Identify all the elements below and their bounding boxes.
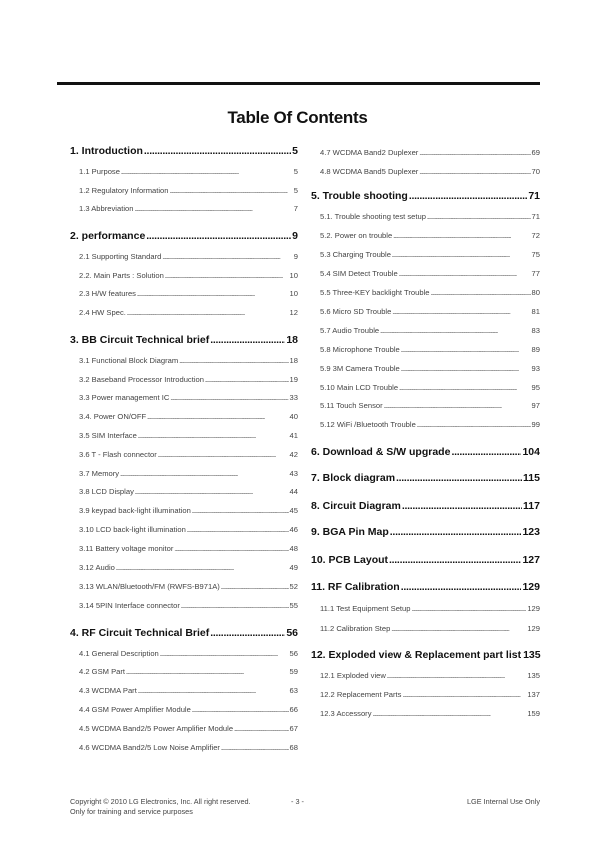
- toc-subsection-entry[interactable]: [311, 326, 540, 335]
- toc-subsection-entry[interactable]: [311, 401, 540, 410]
- toc-leader-dots: [387, 674, 526, 680]
- toc-entry-label: 5.11 Touch Sensor: [320, 401, 383, 410]
- toc-leader-dots: [393, 234, 530, 240]
- toc-entry-label: 4.6 WCDMA Band2/5 Low Noise Amplifier: [79, 743, 220, 752]
- toc-entry-page: 9: [293, 252, 298, 261]
- toc-entry-page: 97: [531, 401, 540, 410]
- toc-entry-page: 77: [531, 269, 540, 278]
- toc-leader-dots: [162, 255, 292, 261]
- toc-entry-page: 45: [289, 506, 298, 515]
- toc-entry-label: 5.7 Audio Trouble: [320, 326, 380, 335]
- toc-entry-page: 5: [292, 145, 298, 157]
- toc-section-entry[interactable]: [311, 472, 540, 484]
- toc-entry-page: 18: [289, 356, 298, 365]
- toc-subsection-entry[interactable]: [311, 383, 540, 392]
- toc-section-entry[interactable]: [311, 190, 540, 202]
- toc-leader-dots: [419, 151, 530, 157]
- toc-subsection-entry[interactable]: [70, 724, 298, 733]
- toc-section-entry[interactable]: [311, 526, 540, 538]
- toc-leader-dots: [170, 189, 293, 195]
- toc-leader-dots: [181, 604, 289, 610]
- toc-entry-label: 2.3 H/W features: [79, 289, 136, 298]
- toc-subsection-entry[interactable]: [70, 743, 298, 752]
- toc-leader-dots: [170, 396, 288, 402]
- toc-entry-page: 67: [289, 724, 298, 733]
- toc-subsection-entry[interactable]: [70, 649, 298, 658]
- toc-entry-label: 8. Circuit Diagram: [311, 500, 401, 512]
- toc-leader-dots: [121, 170, 293, 176]
- toc-leader-dots: [205, 378, 289, 384]
- toc-entry-label: 9. BGA Pin Map: [311, 526, 389, 538]
- toc-entry-page: 7: [293, 204, 298, 213]
- toc-entry-label: 12.3 Accessory: [320, 709, 372, 718]
- toc-entry-page: 10: [289, 271, 298, 280]
- toc-leader-dots: [411, 607, 526, 613]
- toc-entry-label: 5.9 3M Camera Trouble: [320, 364, 400, 373]
- toc-leader-dots: [402, 500, 522, 512]
- toc-entry-page: 12: [289, 308, 298, 317]
- toc-entry-page: 70: [531, 167, 540, 176]
- toc-leader-dots: [401, 367, 531, 373]
- toc-subsection-entry[interactable]: [311, 690, 540, 699]
- toc-leader-dots: [120, 472, 288, 478]
- toc-entry-label: 1.3 Abbreviation: [79, 204, 134, 213]
- toc-entry-label: 3.6 T - Flash connector: [79, 450, 157, 459]
- toc-entry-label: 4. RF Circuit Technical Brief: [70, 627, 210, 639]
- toc-leader-dots: [144, 145, 291, 157]
- toc-entry-page: 135: [523, 649, 541, 661]
- toc-subsection-entry[interactable]: [70, 450, 298, 459]
- toc-entry-label: 3.12 Audio: [79, 563, 115, 572]
- toc-entry-page: 83: [531, 326, 540, 335]
- page-title: Table Of Contents: [227, 108, 368, 127]
- toc-entry-label: 3.2 Baseband Processor Introduction: [79, 375, 204, 384]
- toc-subsection-entry[interactable]: [70, 375, 298, 384]
- toc-section-entry[interactable]: [311, 446, 540, 458]
- toc-entry-label: 4.3 WCDMA Part: [79, 686, 137, 695]
- toc-leader-dots: [396, 472, 522, 484]
- toc-entry-page: 5: [293, 167, 298, 176]
- toc-subsection-entry[interactable]: [311, 250, 540, 259]
- toc-leader-dots: [389, 554, 521, 566]
- toc-entry-label: 5.10 Main LCD Trouble: [320, 383, 399, 392]
- toc-leader-dots: [174, 547, 288, 553]
- toc-entry-page: 159: [527, 709, 540, 718]
- toc-entry-page: 42: [289, 450, 298, 459]
- toc-subsection-entry[interactable]: [311, 420, 540, 429]
- toc-leader-dots: [430, 291, 530, 297]
- toc-entry-page: 52: [289, 582, 298, 591]
- toc-subsection-entry[interactable]: [311, 231, 540, 240]
- toc-leader-dots: [390, 526, 522, 538]
- toc-entry-label: 5.2. Power on trouble: [320, 231, 393, 240]
- toc-section-entry[interactable]: [70, 627, 298, 639]
- toc-entry-label: 5.8 Microphone Trouble: [320, 345, 400, 354]
- footer-classification: LGE Internal Use Only: [466, 797, 540, 806]
- toc-entry-label: 11.1 Test Equipment Setup: [320, 604, 411, 613]
- toc-entry-label: 12.2 Replacement Parts: [320, 690, 402, 699]
- toc-leader-dots: [373, 712, 527, 718]
- toc-leader-dots: [187, 528, 289, 534]
- toc-subsection-entry[interactable]: [311, 148, 540, 157]
- toc-subsection-entry[interactable]: [70, 393, 298, 402]
- toc-leader-dots: [138, 689, 289, 695]
- toc-entry-label: 2.2. Main Parts : Solution: [79, 271, 164, 280]
- toc-leader-dots: [210, 627, 285, 639]
- toc-entry-page: 10: [289, 289, 298, 298]
- toc-entry-page: 68: [289, 743, 298, 752]
- toc-entry-page: 81: [531, 307, 540, 316]
- toc-entry-page: 115: [523, 472, 540, 484]
- toc-subsection-entry[interactable]: [311, 345, 540, 354]
- toc-entry-label: 1.2 Regulatory Information: [79, 186, 169, 195]
- top-rule: [57, 82, 540, 85]
- toc-subsection-entry[interactable]: [311, 364, 540, 373]
- toc-leader-dots: [399, 272, 531, 278]
- toc-entry-label: 2.1 Supporting Standard: [79, 252, 162, 261]
- toc-leader-dots: [427, 215, 531, 221]
- toc-leader-dots: [384, 404, 531, 410]
- toc-entry-label: 11.2 Calibration Step: [320, 624, 391, 633]
- toc-entry-label: 4.4 GSM Power Amplifier Module: [79, 705, 191, 714]
- toc-subsection-entry[interactable]: [70, 412, 298, 421]
- toc-subsection-entry[interactable]: [70, 686, 298, 695]
- toc-entry-page: 46: [289, 525, 298, 534]
- toc-subsection-entry[interactable]: [70, 252, 298, 261]
- toc-entry-label: 1.1 Purpose: [79, 167, 120, 176]
- toc-entry-label: 3.5 SIM Interface: [79, 431, 137, 440]
- toc-entry-page: 33: [289, 393, 298, 402]
- toc-entry-page: 9: [292, 230, 298, 242]
- toc-entry-label: 4.2 GSM Part: [79, 667, 126, 676]
- toc-subsection-entry[interactable]: [70, 506, 298, 515]
- toc-entry-label: 3.1 Functional Block Diagram: [79, 356, 179, 365]
- toc-subsection-entry[interactable]: [70, 167, 298, 176]
- toc-leader-dots: [409, 190, 527, 202]
- toc-entry-label: 2. performance: [70, 230, 146, 242]
- toc-entry-page: 56: [289, 649, 298, 658]
- toc-leader-dots: [210, 334, 285, 346]
- toc-entry-label: 12. Exploded view & Replacement part list: [311, 649, 522, 661]
- toc-entry-page: 75: [531, 250, 540, 259]
- toc-entry-label: 4.5 WCDMA Band2/5 Power Amplifier Module: [79, 724, 234, 733]
- toc-section-entry[interactable]: [311, 649, 540, 661]
- toc-leader-dots: [399, 386, 530, 392]
- toc-leader-dots: [392, 253, 531, 259]
- toc-entry-label: 3.7 Memory: [79, 469, 120, 478]
- toc-entry-page: 95: [531, 383, 540, 392]
- toc-leader-dots: [165, 274, 289, 280]
- toc-subsection-entry[interactable]: [70, 582, 298, 591]
- toc-leader-dots: [234, 727, 288, 733]
- toc-entry-label: 7. Block diagram: [311, 472, 396, 484]
- toc-entry-page: 40: [289, 412, 298, 421]
- toc-leader-dots: [192, 509, 289, 515]
- toc-entry-page: 72: [531, 231, 540, 240]
- toc-leader-dots: [179, 359, 288, 365]
- toc-entry-page: 137: [527, 690, 540, 699]
- toc-leader-dots: [135, 490, 289, 496]
- toc-leader-dots: [419, 170, 530, 176]
- toc-entry-page: 55: [289, 601, 298, 610]
- toc-entry-label: 3.13 WLAN/Bluetooth/FM (RWFS-B971A): [79, 582, 220, 591]
- toc-entry-label: 4.1 General Description: [79, 649, 159, 658]
- toc-entry-label: 3.4. Power ON/OFF: [79, 412, 147, 421]
- toc-subsection-entry[interactable]: [311, 269, 540, 278]
- toc-leader-dots: [401, 348, 531, 354]
- toc-subsection-entry[interactable]: [70, 544, 298, 553]
- toc-entry-label: 5. Trouble shooting: [311, 190, 408, 202]
- toc-leader-dots: [417, 423, 531, 429]
- toc-entry-page: 66: [289, 705, 298, 714]
- toc-subsection-entry[interactable]: [70, 186, 298, 195]
- toc-entry-label: 5.3 Charging Trouble: [320, 250, 391, 259]
- toc-subsection-entry[interactable]: [311, 167, 540, 176]
- toc-subsection-entry[interactable]: [70, 308, 298, 317]
- toc-subsection-entry[interactable]: [311, 307, 540, 316]
- toc-entry-page: 18: [286, 334, 298, 346]
- toc-leader-dots: [401, 581, 522, 593]
- toc-leader-dots: [380, 329, 530, 335]
- toc-entry-label: 3.3 Power management IC: [79, 393, 170, 402]
- toc-entry-page: 56: [286, 627, 298, 639]
- toc-section-entry[interactable]: [311, 554, 540, 566]
- toc-subsection-entry[interactable]: [311, 624, 540, 633]
- toc-subsection-entry[interactable]: [70, 431, 298, 440]
- toc-leader-dots: [158, 453, 289, 459]
- toc-entry-label: 3.9 keypad back-light illumination: [79, 506, 191, 515]
- toc-entry-label: 3.8 LCD Display: [79, 487, 134, 496]
- toc-leader-dots: [221, 746, 289, 752]
- toc-leader-dots: [221, 585, 289, 591]
- toc-entry-page: 129: [522, 581, 540, 593]
- toc-subsection-entry[interactable]: [311, 604, 540, 613]
- toc-subsection-entry[interactable]: [70, 563, 298, 572]
- footer-copyright: Copyright © 2010 LG Electronics, Inc. All right reserved.: [70, 797, 251, 806]
- toc-entry-page: 19: [289, 375, 298, 384]
- toc-entry-label: 12.1 Exploded view: [320, 671, 386, 680]
- toc-subsection-entry[interactable]: [70, 469, 298, 478]
- toc-subsection-entry[interactable]: [70, 487, 298, 496]
- toc-entry-page: 71: [531, 212, 540, 221]
- toc-subsection-entry[interactable]: [70, 271, 298, 280]
- toc-leader-dots: [134, 207, 292, 213]
- toc-leader-dots: [138, 434, 289, 440]
- toc-entry-page: 5: [293, 186, 298, 195]
- toc-entry-page: 99: [531, 420, 540, 429]
- footer-notice: Only for training and service purposes: [70, 807, 193, 816]
- toc-section-entry[interactable]: [70, 145, 298, 157]
- toc-entry-page: 89: [531, 345, 540, 354]
- toc-subsection-entry[interactable]: [311, 288, 540, 297]
- toc-entry-page: 44: [289, 487, 298, 496]
- toc-entry-page: 93: [531, 364, 540, 373]
- toc-entry-page: 59: [289, 667, 298, 676]
- toc-entry-page: 123: [522, 526, 540, 538]
- toc-entry-page: 41: [289, 431, 298, 440]
- toc-leader-dots: [137, 292, 289, 298]
- toc-section-entry[interactable]: [70, 230, 298, 242]
- toc-entry-label: 5.4 SIM Detect Trouble: [320, 269, 398, 278]
- toc-entry-page: 127: [522, 554, 540, 566]
- toc-leader-dots: [402, 693, 526, 699]
- toc-section-entry[interactable]: [70, 334, 298, 346]
- toc-entry-page: 129: [527, 604, 540, 613]
- toc-entry-page: 48: [289, 544, 298, 553]
- toc-section-entry[interactable]: [311, 581, 540, 593]
- toc-leader-dots: [116, 566, 289, 572]
- toc-leader-dots: [127, 311, 289, 317]
- toc-entry-label: 10. PCB Layout: [311, 554, 389, 566]
- toc-entry-label: 3.10 LCD back-light illumination: [79, 525, 186, 534]
- toc-entry-page: 135: [527, 671, 540, 680]
- toc-entry-label: 11. RF Calibration: [311, 581, 400, 593]
- toc-entry-page: 104: [522, 446, 540, 458]
- toc-leader-dots: [126, 670, 289, 676]
- toc-entry-label: 4.7 WCDMA Band2 Duplexer: [320, 148, 419, 157]
- toc-entry-page: 69: [531, 148, 540, 157]
- toc-leader-dots: [392, 310, 530, 316]
- toc-entry-page: 49: [289, 563, 298, 572]
- toc-subsection-entry[interactable]: [70, 289, 298, 298]
- toc-leader-dots: [391, 627, 526, 633]
- toc-leader-dots: [147, 415, 288, 421]
- toc-subsection-entry[interactable]: [311, 709, 540, 718]
- toc-entry-label: 5.5 Three-KEY backlight Trouble: [320, 288, 430, 297]
- toc-entry-label: 5.12 WiFi /Bluetooth Trouble: [320, 420, 416, 429]
- toc-subsection-entry[interactable]: [311, 212, 540, 221]
- toc-entry-label: 6. Download & S/W upgrade: [311, 446, 451, 458]
- toc-leader-dots: [192, 708, 289, 714]
- toc-entry-page: 71: [528, 190, 540, 202]
- toc-leader-dots: [451, 446, 521, 458]
- toc-subsection-entry[interactable]: [70, 667, 298, 676]
- toc-entry-page: 43: [289, 469, 298, 478]
- toc-subsection-entry[interactable]: [70, 601, 298, 610]
- toc-entry-page: 117: [523, 500, 540, 512]
- toc-entry-page: 129: [527, 624, 540, 633]
- toc-subsection-entry[interactable]: [70, 356, 298, 365]
- toc-entry-page: 63: [289, 686, 298, 695]
- toc-entry-label: 3.11 Battery voltage monitor: [79, 544, 174, 553]
- toc-subsection-entry[interactable]: [70, 705, 298, 714]
- toc-entry-page: 80: [531, 288, 540, 297]
- toc-subsection-entry[interactable]: [70, 525, 298, 534]
- toc-leader-dots: [146, 230, 291, 242]
- toc-entry-label: 4.8 WCDMA Band5 Duplexer: [320, 167, 419, 176]
- toc-subsection-entry[interactable]: [311, 671, 540, 680]
- toc-entry-label: 5.6 Micro SD Trouble: [320, 307, 392, 316]
- toc-entry-label: 1. Introduction: [70, 145, 143, 157]
- toc-leader-dots: [160, 652, 289, 658]
- toc-entry-label: 3. BB Circuit Technical brief: [70, 334, 210, 346]
- toc-entry-label: 5.1. Trouble shooting test setup: [320, 212, 426, 221]
- toc-entry-label: 3.14 5PIN Interface connector: [79, 601, 180, 610]
- toc-subsection-entry[interactable]: [70, 204, 298, 213]
- toc-entry-label: 2.4 HW Spec.: [79, 308, 126, 317]
- toc-section-entry[interactable]: [311, 500, 540, 512]
- footer-page-number: - 3 -: [291, 797, 304, 806]
